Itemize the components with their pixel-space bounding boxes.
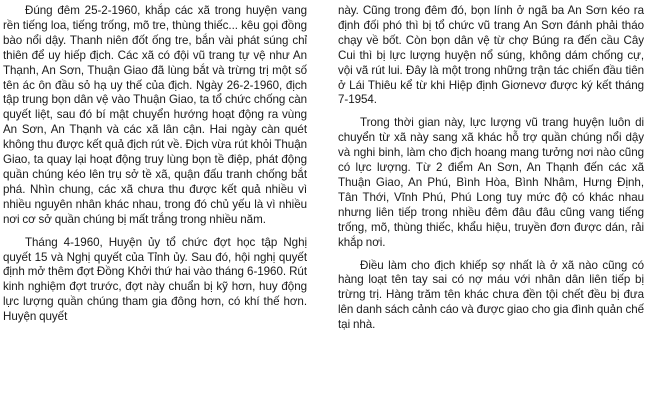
paragraph-an-son-battle-continued: này. Cũng trong đêm đó, bọn lính ở ngã ba An Sơn kéo ra định đối phó thì bị tổ chức vũ trang An Sơn đánh phải tháo chạy về bốt. Còn bọn dân vệ từ chợ Búng ra đến cầu Cây Cui thì bị lực lượng huyện nổ súng, không dám chống cự, vội vã rút lui. Đây là một trong những trận tác chiến đầu tiên ở Lái Thiêu kể từ khi Hiệp định Giơnevơ được ký kết tháng 7-1954.	[338, 4, 644, 107]
paragraph-armed-forces-movement: Trong thời gian này, lực lượng vũ trang huyện luôn di chuyển từ xã này sang xã khác hỗ trợ quần chúng nổi dậy và nghi binh, làm cho địch hoang mang tưởng nơi nào cũng có lực lượng. Từ 2 điểm An Sơn, An Thạnh đến các xã Thuận Giao, An Phú, Bình Hòa, Bình Nhâm, Hưng Định, Tân Thới, Vĩnh Phú, Phú Long tuy mức độ có khác nhau nhưng liên tiếp trong nhiều đêm đâu đâu cũng vang tiếng trống, mõ, thùng thiếc, khẩu hiệu, truyền đơn được dán, rải khắp nơi.	[338, 116, 644, 249]
left-text-column	[3, 4, 307, 325]
paragraph-feb-1960-uprising: Đúng đêm 25-2-1960, khắp các xã trong huyện vang rền tiếng loa, tiếng trống, mõ tre, thùng thiếc... kêu gọi đồng bào nổi dậy. Thanh niên đốt ống tre, bắn vài phát súng chỉ thiên để uy hiếp địch. Các xã có đội vũ trang tự vệ như An Thạnh, An Sơn, Thuận Giao đã lùng bắt và trừng trị một số tên ác ôn đầu sỏ hạ uy thế của địch. Ngày 26-2-1960, địch tập trung bọn dân vệ vào Thuận Giao, ta tổ chức chống càn quyết liệt, sau đó bí mật chuyển hướng hoạt động ra vùng An Sơn, An Thạnh và các xã lân cận. Hai ngày càn quét không thu được kết quả địch rút về. Địch vừa rút khỏi Thuận Giao, ta quay lại hoạt động truy lùng bọn tề điệp, phát động quần chúng kéo lên trụ sở tề xã, quận đấu tranh chống bắt phá. Nhìn chung, các xã chưa thu được kết quả nhiều vì nhiều nguyên nhân khác nhau, trong đó chủ yếu là vì nhiều nơi cơ sở quần chúng bị mất trắng trong nhiều năm.	[3, 4, 307, 226]
right-text-column	[338, 4, 644, 333]
paragraph-punishment-of-collaborators: Điều làm cho địch khiếp sợ nhất là ở xã nào cũng có hàng loạt tên tay sai có nợ máu với nhân dân liên tiếp bị trừng trị. Hàng trăm tên khác chưa đền tội chết đều bị đưa lên danh sách cảnh cáo và được giao cho gia đình quản chế tại nhà.	[338, 258, 644, 332]
paragraph-apr-1960-resolution: Tháng 4-1960, Huyện ủy tổ chức đợt học tập Nghị quyết 15 và Nghị quyết của Tỉnh ủy. Sau đó, hội nghị quyết định mở thêm đợt Đồng Khởi thứ hai vào tháng 6-1960. Rút kinh nghiệm đợt trước, đợt này chuẩn bị kỹ hơn, huy động lực lượng quần chúng tham gia đông hơn, có khí thế hơn. Huyện quyết	[3, 235, 307, 324]
